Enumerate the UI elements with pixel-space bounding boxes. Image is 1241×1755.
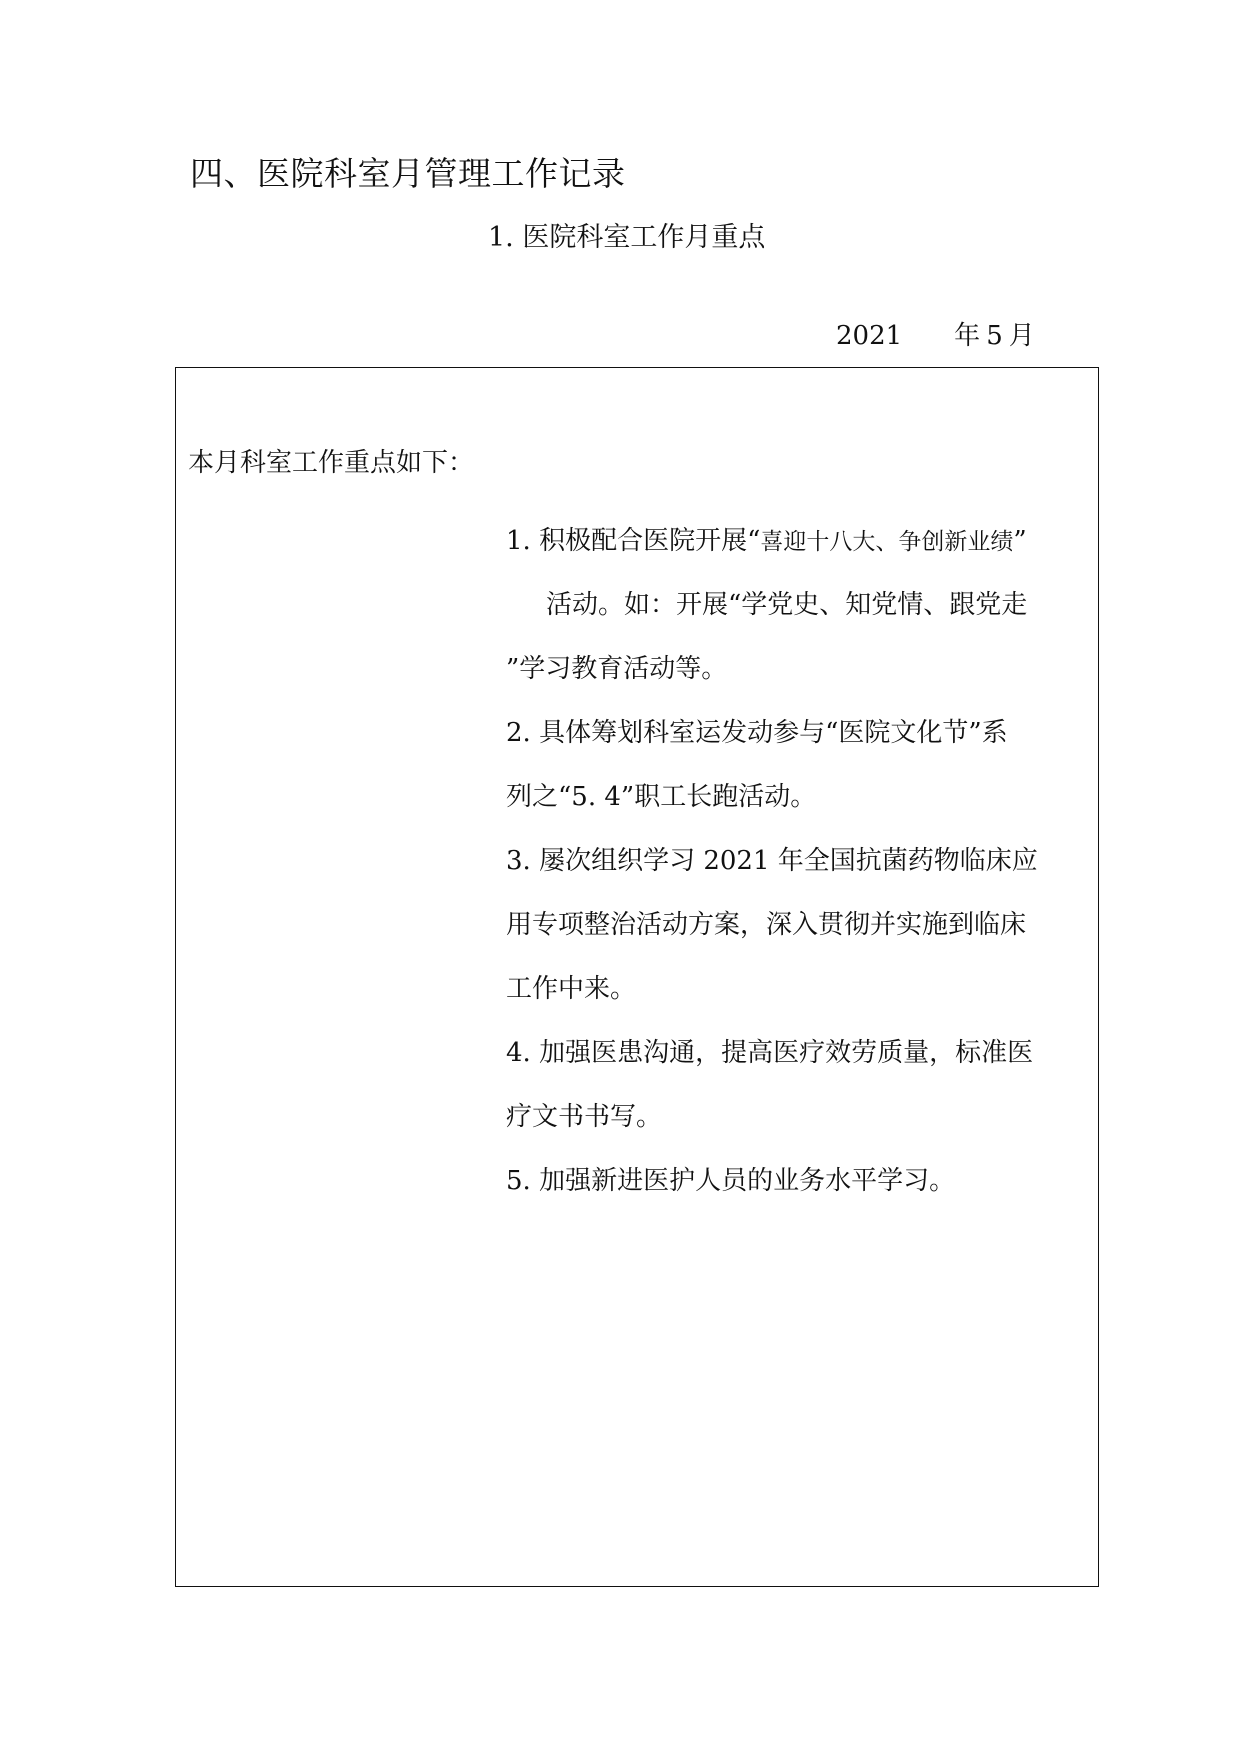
section-heading: 四、医院科室月管理工作记录 [190, 154, 626, 193]
item-line: 5. 加强新进医护人员的业务水平学习。 [506, 1166, 956, 1196]
item-line-small-text: 喜迎十八大、争创新业绩 [760, 529, 1014, 555]
sub-heading: 1. 医院科室工作月重点 [488, 222, 766, 253]
work-item-list [506, 509, 1091, 1213]
date-year-unit: 年 [954, 321, 981, 351]
date-month-unit: 月 [1008, 321, 1035, 351]
item-line-suffix: ” [1013, 526, 1027, 556]
date-month: 5 [986, 321, 1003, 351]
item-line [506, 509, 1091, 573]
item-line: 4. 加强医患沟通，提高医疗效劳质量，标准医 [506, 1038, 1034, 1068]
record-box [175, 367, 1099, 1587]
item-line: 用专项整治活动方案，深入贯彻并实施到临床 [506, 910, 1027, 940]
item-line: 3. 屡次组织学习 2021 年全国抗菌药物临床应 [506, 846, 1038, 876]
item-line-prefix: 1. 积极配合医院开展“ [506, 526, 761, 556]
date-line [836, 318, 1041, 354]
item-line: 列之“5. 4”职工长跑活动。 [506, 782, 817, 812]
item-line: 疗文书书写。 [506, 1102, 663, 1132]
item-line: 2. 具体筹划科室运发动参与“医院文化节”系 [506, 718, 1008, 748]
item-line: 工作中来。 [506, 974, 637, 1004]
item-line: ”学习教育活动等。 [506, 654, 728, 684]
date-year: 2021 [836, 321, 903, 351]
intro-text: 本月科室工作重点如下： [188, 448, 475, 478]
item-line: 活动。如：开展“学党史、知党情、跟党走 [546, 590, 1028, 620]
